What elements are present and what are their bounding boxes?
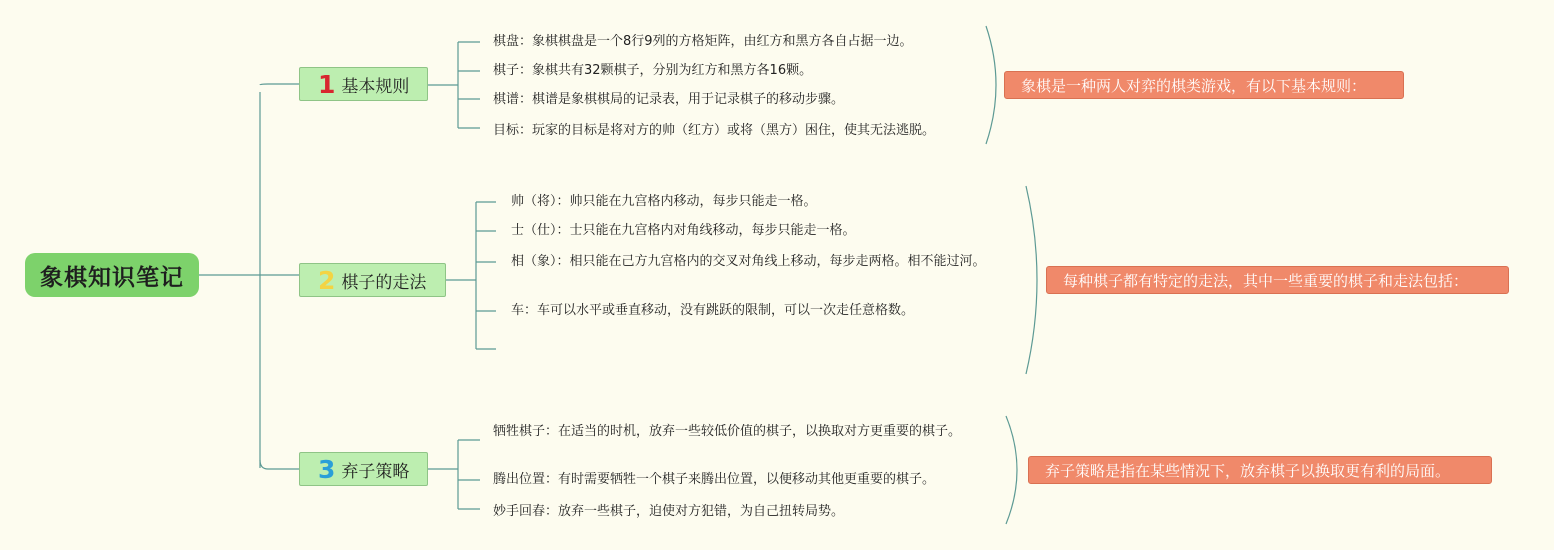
leaf-node[interactable]: 帅（将）：帅只能在九宫格内移动，每步只能走一格。 xyxy=(511,194,817,209)
summary-text: 弃子策略是指在某些情况下，放弃棋子以换取更有利的局面。 xyxy=(1045,461,1451,480)
leaf-node[interactable]: 目标：玩家的目标是将对方的帅（红方）或将（黑方）困住，使其无法逃脱。 xyxy=(493,123,936,138)
leaf-node[interactable]: 棋盘：象棋棋盘是一个8行9列的方格矩阵，由红方和黑方各自占据一边。 xyxy=(493,34,913,49)
number-1-icon: 1 xyxy=(318,69,336,99)
leaf-node[interactable]: 车：车可以水平或垂直移动，没有跳跃的限制，可以一次走任意格数。 xyxy=(511,303,915,318)
root-node[interactable] xyxy=(25,253,199,297)
summary-text: 每种棋子都有特定的走法，其中一些重要的棋子和走法包括： xyxy=(1063,271,1469,290)
leaf-node[interactable]: 牺牲棋子：在适当的时机，放弃一些较低价值的棋子，以换取对方更重要的棋子。 xyxy=(493,424,962,439)
leaf-node[interactable]: 士（仕）：士只能在九宫格内对角线移动，每步只能走一格。 xyxy=(511,223,856,238)
summary-text: 象棋是一种两人对弈的棋类游戏，有以下基本规则： xyxy=(1021,76,1367,95)
leaf-node[interactable]: 相（象）：相只能在己方九宫格内的交叉对角线上移动，每步走两格。相不能过河。 xyxy=(511,254,986,269)
branch-label: 弃子策略 xyxy=(341,461,410,482)
trunk-to-branch-1 xyxy=(260,84,299,85)
summary-node[interactable] xyxy=(1004,71,1404,99)
summary-brace-2 xyxy=(1026,186,1037,374)
summary-node[interactable] xyxy=(1028,456,1492,484)
trunk-to-branch-3 xyxy=(260,460,299,469)
branch-node-sacrifice-strategy[interactable] xyxy=(299,452,428,486)
branch-label: 基本规则 xyxy=(341,76,410,97)
summary-node[interactable] xyxy=(1046,266,1509,294)
branch-label: 棋子的走法 xyxy=(341,272,427,293)
summary-brace-3 xyxy=(1006,416,1017,524)
root-title: 象棋知识笔记 xyxy=(40,264,184,291)
leaf-node[interactable]: 妙手回春：放弃一些棋子，迫使对方犯错，为自己扭转局势。 xyxy=(493,504,845,519)
branch-node-piece-moves[interactable] xyxy=(299,263,446,297)
leaf-node[interactable]: 腾出位置：有时需要牺牲一个棋子来腾出位置，以便移动其他更重要的棋子。 xyxy=(493,472,936,487)
leaf-node[interactable]: 棋谱：棋谱是象棋棋局的记录表，用于记录棋子的移动步骤。 xyxy=(493,92,845,107)
summary-brace-1 xyxy=(986,26,996,144)
number-2-icon: 2 xyxy=(318,265,336,295)
leaf-node[interactable]: 棋子：象棋共有32颗棋子，分别为红方和黑方各16颗。 xyxy=(493,63,813,78)
branch-node-basic-rules[interactable] xyxy=(299,67,428,101)
number-3-icon: 3 xyxy=(318,454,336,484)
